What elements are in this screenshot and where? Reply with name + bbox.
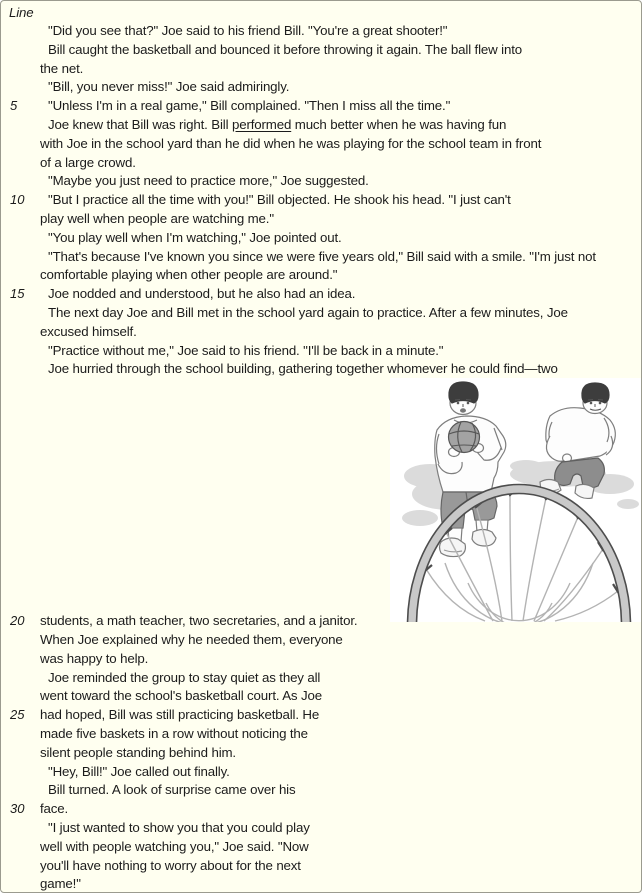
passage-line [1, 60, 641, 79]
passage-line [1, 154, 641, 173]
passage-line [1, 285, 641, 304]
line-text: "I just wanted to show you that you could play [48, 819, 310, 835]
line-text: the net. [40, 60, 84, 76]
passage-line [1, 744, 641, 763]
line-text: game!" [40, 876, 81, 892]
passage-lines-top [1, 22, 641, 379]
line-text: excused himself. [40, 323, 137, 339]
line-text: "Practice without me," Joe said to his friend. "I'll be back in a minute." [48, 342, 444, 358]
passage-line [1, 229, 641, 248]
passage-line [1, 800, 641, 819]
line-text: "Hey, Bill!" Joe called out finally. [48, 763, 230, 779]
passage-line [1, 819, 641, 838]
passage-line [1, 41, 641, 60]
line-text: When Joe explained why he needed them, everyone [40, 631, 343, 647]
line-text: comfortable playing when other people are around." [40, 267, 338, 283]
basketball-illustration [390, 378, 642, 622]
line-text: Joe hurried through the school building, gathering together whomever he could find—two [48, 361, 558, 377]
line-text: Joe reminded the group to stay quiet as they all [48, 669, 321, 685]
passage-line [1, 135, 641, 154]
line-text: "But I practice all the time with you!" Bill objected. He shook his head. "I just can't [48, 192, 511, 208]
passage-line [1, 78, 641, 97]
passage-line [1, 725, 641, 744]
line-text: face. [40, 801, 69, 817]
underlined-vocabulary-word: performed [231, 116, 292, 132]
passage-line [1, 191, 641, 210]
passage-line [1, 687, 641, 706]
passage-line [1, 248, 641, 267]
passage-line [1, 116, 641, 135]
line-text: went toward the school's basketball court. As Joe [40, 688, 322, 704]
line-text: well with people watching you," Joe said. "Now [40, 838, 309, 854]
passage-line [1, 631, 641, 650]
passage-line [1, 304, 641, 323]
passage-line [1, 650, 641, 669]
passage-line [1, 360, 641, 379]
line-text: made five baskets in a row without noticing the [40, 725, 308, 741]
line-text: of a large crowd. [40, 154, 136, 170]
passage-line [1, 266, 641, 285]
passage-line [1, 857, 641, 876]
line-text: Bill turned. A look of surprise came over his [48, 782, 296, 798]
line-text: Joe knew that Bill was right. Bill performed much better when he was having fun [48, 116, 507, 132]
line-number: 5 [10, 98, 18, 114]
line-text: "That's because I've known you since we were five years old," Bill said with a smile. "I'm just not [48, 248, 596, 264]
passage-line [1, 763, 641, 782]
line-text: with Joe in the school yard than he did when he was playing for the school team in front [40, 135, 542, 151]
basketball-icon [449, 422, 480, 453]
line-text: Bill caught the basketball and bounced it before throwing it again. The ball flew into [48, 41, 522, 57]
passage-line [1, 210, 641, 229]
line-number: 15 [10, 286, 25, 302]
line-text: was happy to help. [40, 650, 149, 666]
line-text: "Bill, you never miss!" Joe said admiringly. [48, 79, 290, 95]
passage-line [1, 875, 641, 893]
line-text: "Maybe you just need to practice more," Joe suggested. [48, 173, 369, 189]
line-text: "You play well when I'm watching," Joe pointed out. [48, 229, 342, 245]
line-number: 30 [10, 801, 25, 817]
line-text: Joe nodded and understood, but he also had an idea. [48, 286, 356, 302]
line-gutter-heading: Line [9, 5, 34, 20]
passage-line [1, 97, 641, 116]
passage-line [1, 669, 641, 688]
line-text: students, a math teacher, two secretaries, and a janitor. [40, 613, 358, 629]
line-number: 25 [10, 707, 25, 723]
passage-line [1, 706, 641, 725]
line-number: 10 [10, 192, 25, 208]
line-number: 20 [10, 613, 25, 629]
passage-line [1, 172, 641, 191]
line-text: "Unless I'm in a real game," Bill complained. "Then I miss all the time." [48, 98, 451, 114]
passage-line [1, 323, 641, 342]
basketball-illustration-svg [390, 378, 642, 622]
line-text: you'll have nothing to worry about for the next [40, 857, 301, 873]
line-text: had hoped, Bill was still practicing basketball. He [40, 707, 320, 723]
line-text: play well when people are watching me." [40, 210, 274, 226]
line-text: "Did you see that?" Joe said to his friend Bill. "You're a great shooter!" [48, 23, 448, 38]
line-text: The next day Joe and Bill met in the school yard again to practice. After a few minutes, Joe [48, 304, 568, 320]
line-text: silent people standing behind him. [40, 744, 236, 760]
passage-line [1, 22, 641, 41]
passage-line [1, 838, 641, 857]
passage-line [1, 781, 641, 800]
passage-lines-bottom [1, 612, 641, 893]
passage-line [1, 342, 641, 361]
